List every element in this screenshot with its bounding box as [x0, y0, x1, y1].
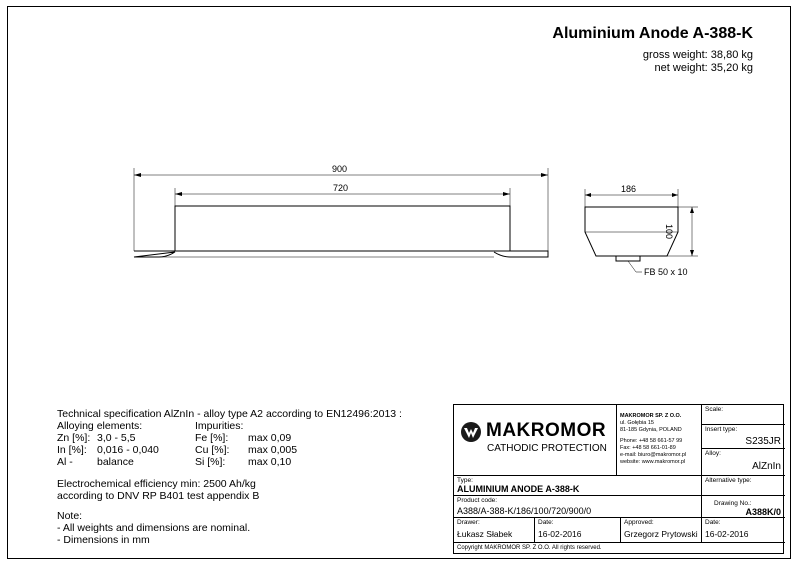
company-email: e-mail: biuro@makromor.pl	[620, 452, 687, 458]
alternative-type-label: Alternative type:	[705, 477, 752, 484]
gross-weight: gross weight: 38,80 kg	[642, 49, 753, 61]
title-block	[453, 404, 784, 554]
alloy-element: Zn [%]:	[57, 432, 91, 444]
type-cell	[454, 476, 702, 496]
drawing-no-cell	[702, 496, 785, 518]
dimension-100: 100	[664, 224, 674, 240]
note-heading: Note:	[57, 510, 83, 522]
company-fax: Fax: +48 58 661-01-89	[620, 445, 676, 451]
makromor-logo-icon	[460, 421, 482, 443]
alternative-type-cell	[702, 476, 785, 496]
date-cell	[535, 518, 621, 543]
alloying-heading: Alloying elements:	[57, 420, 143, 432]
alloy-element: In [%]:	[57, 444, 87, 456]
type-label: Type:	[457, 477, 473, 484]
alloy-cell	[702, 449, 785, 476]
note-1: - All weights and dimensions are nominal.	[57, 522, 251, 534]
address-cell	[617, 405, 702, 476]
company-website: website: www.makromor.pl	[620, 459, 686, 465]
product-code-label: Product code:	[457, 497, 498, 504]
drawer-value: Łukasz Słabek	[457, 529, 513, 539]
company-city: 81-185 Gdynia, POLAND	[620, 427, 682, 433]
insert-type-label: Insert type:	[705, 426, 738, 433]
dimension-720: 720	[333, 183, 349, 193]
impurity-value: max 0,10	[248, 456, 292, 468]
impurity-element: Cu [%]:	[195, 444, 230, 456]
alloy-value: 3,0 - 5,5	[97, 432, 136, 444]
approved-cell	[621, 518, 702, 543]
impurities-heading: Impurities:	[195, 420, 244, 432]
impurity-element: Fe [%]:	[195, 432, 229, 444]
drawing-no-value: A388K/0	[745, 507, 781, 517]
dimension-900: 900	[332, 164, 348, 174]
note-2: - Dimensions in mm	[57, 534, 150, 546]
insert-type-cell	[702, 425, 785, 449]
drawing-no-label: Drawing No.:	[714, 500, 752, 507]
product-code-value: A388/A-388-K/186/100/720/900/0	[457, 506, 592, 516]
alloy-value: AlZnIn	[752, 461, 781, 472]
logo-subtitle: CATHODIC PROTECTION	[487, 443, 607, 454]
impurity-element: Si [%]:	[195, 456, 226, 468]
flat-bar-side	[134, 251, 548, 257]
approval-date-label: Date:	[705, 519, 721, 526]
logo-cell	[454, 405, 617, 476]
company-phone: Phone: +48 58 661-57 99	[620, 438, 683, 444]
impurity-value: max 0,09	[248, 432, 292, 444]
company-street: ul. Gołębia 15	[620, 420, 654, 426]
flat-bar-label: FB 50 x 10	[644, 267, 688, 277]
alloy-element: Al -	[57, 456, 73, 468]
approved-value: Grzegorz Prytowski	[624, 529, 698, 539]
product-code-cell	[454, 496, 702, 518]
efficiency-line-1: Electrochemical efficiency min: 2500 Ah/kg	[57, 478, 256, 490]
scale-label: Scale:	[705, 406, 724, 413]
drawer-label: Drawer:	[457, 519, 480, 526]
date-label: Date:	[538, 519, 554, 526]
approval-date-cell	[702, 518, 785, 543]
drawer-cell	[454, 518, 535, 543]
copyright-text: Copyright MAKROMOR SP. Z O.O. All rights reserved.	[457, 545, 602, 551]
type-value: ALUMINIUM ANODE A-388-K	[457, 484, 580, 494]
company-name: MAKROMOR SP. Z O.O.	[620, 413, 682, 419]
net-weight: net weight: 35,20 kg	[654, 62, 753, 74]
spec-heading: Technical specification AlZnIn - alloy type A2 according to EN12496:2013 :	[57, 408, 402, 420]
scale-cell	[702, 405, 785, 425]
alloy-value: balance	[97, 456, 134, 468]
dimension-186: 186	[621, 184, 637, 194]
approved-label: Approved:	[624, 519, 654, 526]
date-value: 16-02-2016	[538, 529, 582, 539]
efficiency-line-2: according to DNV RP B401 test appendix B	[57, 490, 260, 502]
drawing-title: Aluminium Anode A-388-K	[552, 25, 753, 42]
alloy-value: 0,016 - 0,040	[97, 444, 159, 456]
approval-date-value: 16-02-2016	[705, 529, 749, 539]
flat-bar-end	[616, 256, 640, 261]
insert-type-value: S235JR	[745, 436, 781, 447]
alloy-label: Alloy:	[705, 450, 721, 457]
impurity-value: max 0,005	[248, 444, 298, 456]
anode-core-side	[175, 206, 510, 251]
logo-name: MAKROMOR	[486, 420, 607, 441]
